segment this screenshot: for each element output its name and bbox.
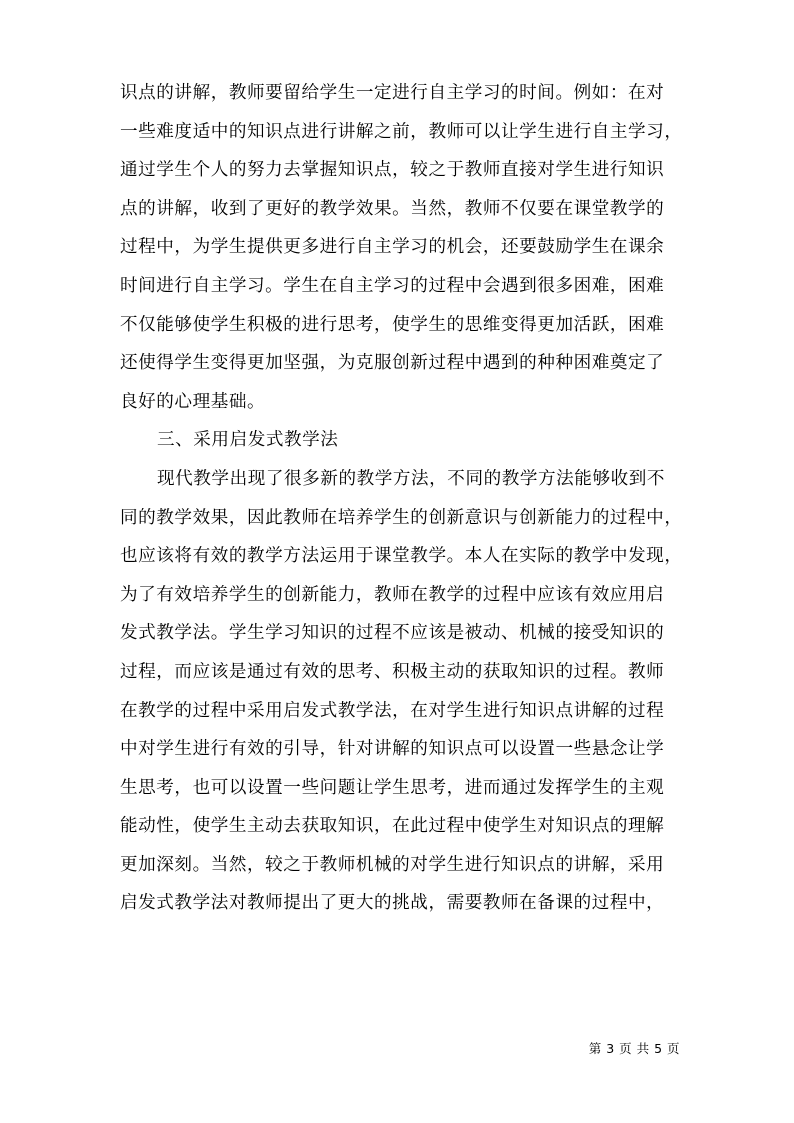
text-line: 更加深刻。当然，较之于教师机械的对学生进行知识点的讲解，采用 xyxy=(120,854,665,875)
text-line: 同的教学效果，因此教师在培养学生的创新意识与创新能力的过程中， xyxy=(120,507,683,528)
text-line: 通过学生个人的努力去掌握知识点，较之于教师直接对学生进行知识 xyxy=(120,160,665,181)
text-line: 现代教学出现了很多新的教学方法，不同的教学方法能够收到不 xyxy=(157,468,666,489)
text-line: 不仅能够使学生积极的进行思考，使学生的思维变得更加活跃，困难 xyxy=(120,314,665,335)
text-line: 也应该将有效的教学方法运用于课堂教学。本人在实际的教学中发现， xyxy=(120,546,683,567)
text-line: 过程中，为学生提供更多进行自主学习的机会，还要鼓励学生在课余 xyxy=(120,237,665,258)
text-line: 还使得学生变得更加坚强，为克服创新过程中遇到的种种困难奠定了 xyxy=(120,353,665,374)
text-line: 点的讲解，收到了更好的教学效果。当然，教师不仅要在课堂教学的 xyxy=(120,198,665,219)
text-line: 中对学生进行有效的引导，针对讲解的知识点可以设置一些悬念让学 xyxy=(120,739,665,760)
text-line: 良好的心理基础。 xyxy=(120,391,266,412)
text-line: 启发式教学法对教师提出了更大的挑战，需要教师在备课的过程中， xyxy=(120,893,665,914)
text-line: 能动性，使学生主动去获取知识，在此过程中使学生对知识点的理解 xyxy=(120,816,665,837)
section-heading: 三、采用启发式教学法 xyxy=(157,430,339,451)
text-line: 一些难度适中的知识点进行讲解之前，教师可以让学生进行自主学习， xyxy=(120,121,683,142)
page-number-footer: 第 3 页 共 5 页 xyxy=(588,1041,680,1056)
paragraph-continuation xyxy=(120,74,690,421)
text-line: 发式教学法。学生学习知识的过程不应该是被动、机械的接受知识的 xyxy=(120,623,665,644)
paragraph-heuristic-teaching xyxy=(120,460,690,923)
text-line: 识点的讲解，教师要留给学生一定进行自主学习的时间。例如：在对 xyxy=(120,83,665,103)
document-body xyxy=(120,74,690,923)
text-line: 过程，而应该是通过有效的思考、积极主动的获取知识的过程。教师 xyxy=(120,661,665,682)
text-line: 时间进行自主学习。学生在自主学习的过程中会遇到很多困难，困难 xyxy=(120,275,665,296)
text-line: 生思考，也可以设置一些问题让学生思考，进而通过发挥学生的主观 xyxy=(120,777,665,798)
text-line: 为了有效培养学生的创新能力，教师在教学的过程中应该有效应用启 xyxy=(120,584,665,605)
text-line: 在教学的过程中采用启发式教学法，在对学生进行知识点讲解的过程 xyxy=(120,700,665,721)
